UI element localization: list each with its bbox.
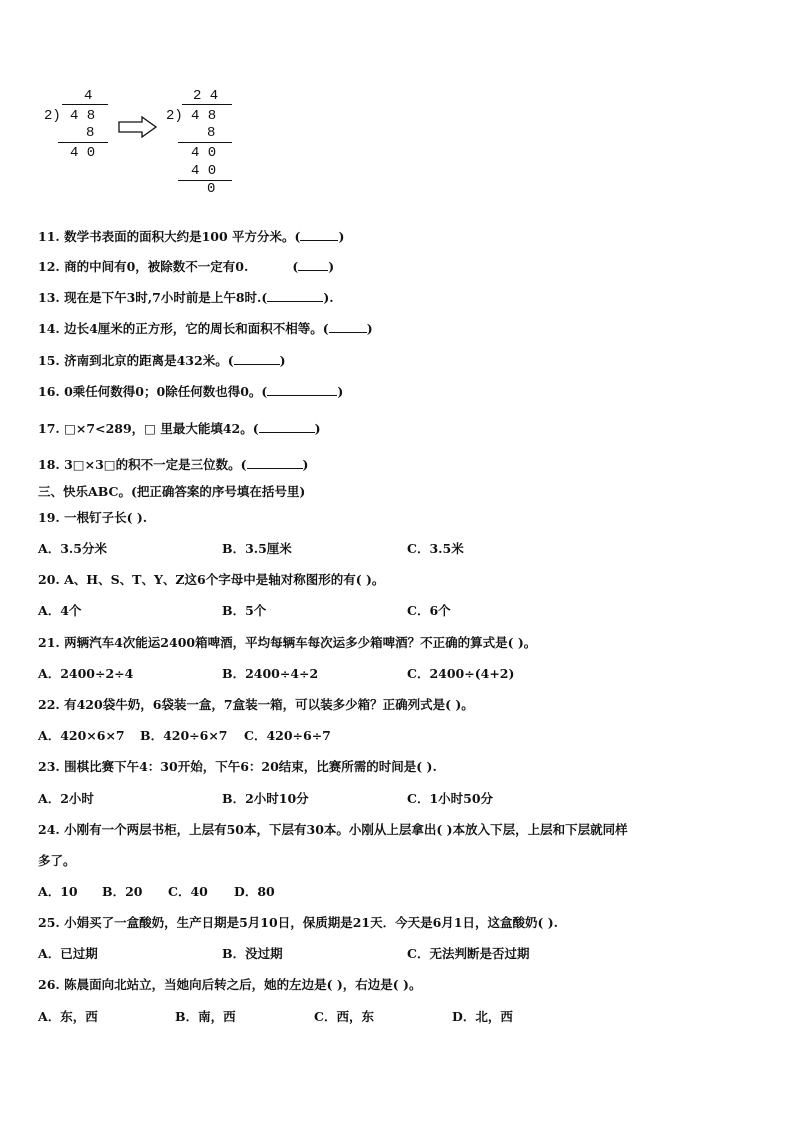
question-24-continuation: 多了。 [38,853,76,868]
question-number: 22. [38,697,60,712]
question-21 [38,634,536,652]
option-a[interactable]: A．3.5分米 [38,541,107,556]
question-text: 一根钉子长( ). [64,510,148,525]
dividend: 4 8 [191,108,217,124]
question-text: 现在是下午3时,7小时前是上午8时.( [64,290,268,305]
answer-blank[interactable] [300,229,338,241]
question-14: 14. 边长4厘米的正方形，它的周长和面积不相等。( ) [38,321,373,336]
subtraction-line-2 [178,180,232,181]
answer-blank[interactable] [267,290,323,302]
question-25 [38,914,558,932]
question-20 [38,571,384,589]
question-16: 16. 0乘任何数得0；0除任何数也得0。( ) [38,384,344,399]
option-d[interactable]: D．80 [234,884,275,899]
question-number: 20. [38,572,60,587]
divisor: 2) [166,108,183,124]
question-12: 12. 商的中间有0，被除数不一定有0. ( ) [38,259,335,274]
question-number: 16. [38,384,60,399]
question-text: 商的中间有0，被除数不一定有0. [64,259,249,274]
answer-blank[interactable] [247,457,303,469]
option-b[interactable]: B．20 [102,884,143,899]
question-number: 11. [38,229,60,244]
question-number: 24. [38,822,60,837]
option-c[interactable]: C．2400÷(4+2) [407,666,515,681]
question-text: 围棋比赛下午4：30开始，下午6：20结束，比赛所需的时间是( ). [64,759,437,774]
option-b[interactable]: B．没过期 [222,946,283,961]
answer-blank[interactable] [267,384,337,396]
remainder: 0 [207,181,216,197]
question-number: 18. [38,457,60,472]
partial-product: 8 [207,125,216,141]
question-number: 12. [38,259,60,274]
question-26 [38,976,421,994]
option-a[interactable]: A．10 [38,884,78,899]
option-c[interactable]: C．无法判断是否过期 [407,946,530,961]
option-b[interactable]: B．420÷6×7 [140,728,228,743]
option-b[interactable]: B．2小时10分 [222,791,309,806]
question-23 [38,758,437,776]
partial-remainder: 4 0 [191,145,217,161]
option-b[interactable]: B．5个 [222,603,267,618]
question-number: 14. [38,321,60,336]
question-text: 有420袋牛奶，6袋装一盒，7盒装一箱，可以装多少箱？正确列式是( )。 [64,697,474,712]
answer-blank[interactable] [259,421,315,433]
section-title: 三、快乐ABC。(把正确答案的序号填在括号里) [38,484,306,499]
option-a[interactable]: A．4个 [38,603,82,618]
question-text: 3□×3□的积不一定是三位数。( [64,457,247,472]
answer-blank[interactable] [234,353,280,365]
remainder: 4 0 [70,145,96,161]
quotient: 2 4 [193,88,219,104]
question-24 [38,821,628,839]
option-b[interactable]: B．南，西 [175,1009,236,1024]
question-text: 0乘任何数得0；0除任何数也得0。( [64,384,268,399]
question-text: 陈晨面向北站立，当她向后转之后，她的左边是( )，右边是( )。 [64,977,422,992]
option-c[interactable]: C．3.5米 [407,541,464,556]
question-number: 13. [38,290,60,305]
question-13: 13. 现在是下午3时,7小时前是上午8时.( ). [38,290,334,305]
question-text: A、H、S、T、Y、Z这6个字母中是轴对称图形的有( )。 [64,572,385,587]
quotient: 4 [84,88,93,104]
subtraction-line [58,142,108,143]
option-c[interactable]: C．6个 [407,603,451,618]
partial-product: 8 [86,125,95,141]
question-number: 23. [38,759,60,774]
question-text: 边长4厘米的正方形，它的周长和面积不相等。( [64,321,329,336]
option-a[interactable]: A．420×6×7 [38,728,125,743]
question-11: 11. 数学书表面的面积大约是100 平方分米。( ) [38,229,345,244]
question-text: □×7<289，□ 里最大能填42。( [64,421,259,436]
option-a[interactable]: A．2400÷2÷4 [38,666,134,681]
question-18: 18. 3□×3□的积不一定是三位数。( ) [38,457,309,472]
answer-blank[interactable] [329,321,367,333]
option-a[interactable]: A．东，西 [38,1009,98,1024]
option-b[interactable]: B．2400÷4÷2 [222,666,319,681]
question-22 [38,696,474,714]
division-bar [62,104,108,105]
question-number: 26. [38,977,60,992]
option-c[interactable]: C．西，东 [314,1009,374,1024]
question-number: 17. [38,421,60,436]
option-a[interactable]: A．已过期 [38,946,98,961]
question-19 [38,509,147,527]
right-arrow-icon [118,116,158,138]
question-15: 15. 济南到北京的距离是432米。( ) [38,353,286,368]
option-a[interactable]: A．2小时 [38,791,94,806]
option-b[interactable]: B．3.5厘米 [222,541,292,556]
question-text: 济南到北京的距离是432米。( [64,353,234,368]
question-number: 19. [38,510,60,525]
question-17: 17. □×7<289，□ 里最大能填42。( ) [38,421,321,436]
option-c[interactable]: C．420÷6÷7 [244,728,331,743]
question-number: 21. [38,635,60,650]
partial-product-2: 4 0 [191,163,217,179]
question-text: 两辆汽车4次能运2400箱啤酒，平均每辆车每次运多少箱啤酒？不正确的算式是( )。 [64,635,537,650]
question-text: 小娟买了一盒酸奶，生产日期是5月10日，保质期是21天．今天是6月1日，这盒酸奶( ). [64,915,559,930]
option-c[interactable]: C．40 [168,884,208,899]
dividend: 4 8 [70,108,96,124]
question-number: 25. [38,915,60,930]
division-bar [182,104,232,105]
option-c[interactable]: C．1小时50分 [407,791,494,806]
option-d[interactable]: D．北，西 [452,1009,513,1024]
answer-blank[interactable] [298,259,328,271]
question-text: 数学书表面的面积大约是100 平方分米。( [64,229,301,244]
subtraction-line [178,142,232,143]
divisor: 2) [44,108,61,124]
question-number: 15. [38,353,60,368]
question-text: 小刚有一个两层书柜，上层有50本，下层有30本。小刚从上层拿出( )本放入下层，上层和下层就同样 [64,822,628,837]
